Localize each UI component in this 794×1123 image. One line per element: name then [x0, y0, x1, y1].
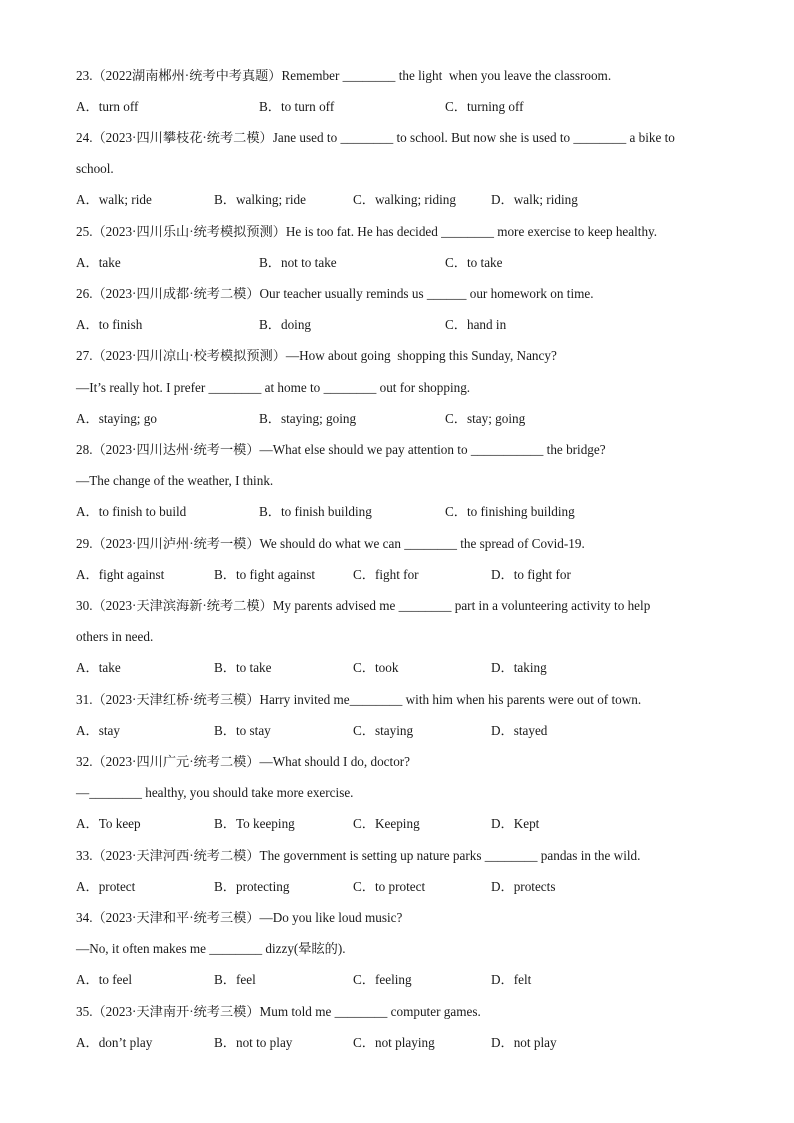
answer-option-c[interactable]: C．Keeping	[353, 816, 420, 831]
answer-option-b[interactable]: B．to fight against	[214, 567, 316, 582]
answer-option-c[interactable]: C．to protect	[353, 879, 426, 894]
question-stem-continued: others in need.	[76, 629, 154, 644]
answer-option-d[interactable]: D．Kept	[491, 816, 540, 831]
answer-option-c[interactable]: C．feeling	[353, 972, 412, 987]
answer-option-a[interactable]: A．To keep	[76, 816, 141, 831]
question-stem: 26.（2023·四川成都·统考二模）Our teacher usually reminds us ______ our homework on time.	[76, 286, 594, 301]
answer-option-b[interactable]: B．To keeping	[214, 816, 295, 831]
answer-option-a[interactable]: A．take	[76, 255, 121, 270]
answer-option-d[interactable]: D．felt	[491, 972, 532, 987]
question-stem-continued: —It’s really hot. I prefer ________ at home to ________ out for shopping.	[76, 380, 471, 395]
answer-option-d[interactable]: D．walk; riding	[491, 192, 578, 207]
answer-option-b[interactable]: B．protecting	[214, 879, 290, 894]
question-stem: 34.（2023·天津和平·统考三模）—Do you like loud music?	[76, 910, 403, 925]
answer-option-c[interactable]: C．stay; going	[445, 411, 526, 426]
answer-option-c[interactable]: C．staying	[353, 723, 414, 738]
answer-option-c[interactable]: C．took	[353, 660, 399, 675]
answer-option-d[interactable]: D．protects	[491, 879, 556, 894]
answer-option-b[interactable]: B．to finish building	[259, 504, 372, 519]
answer-option-b[interactable]: B．walking; ride	[214, 192, 306, 207]
question-stem: 23.（2022湖南郴州·统考中考真题）Remember ________ the light when you leave the classroom.	[76, 68, 612, 83]
answer-option-a[interactable]: A．take	[76, 660, 121, 675]
answer-option-b[interactable]: B．not to play	[214, 1035, 293, 1050]
answer-option-b[interactable]: B．to stay	[214, 723, 271, 738]
answer-option-a[interactable]: A．stay	[76, 723, 120, 738]
answer-option-d[interactable]: D．not play	[491, 1035, 557, 1050]
answer-option-c[interactable]: C．hand in	[445, 317, 507, 332]
answer-option-c[interactable]: C．walking; riding	[353, 192, 456, 207]
answer-option-b[interactable]: B．to turn off	[259, 99, 335, 114]
answer-option-b[interactable]: B．feel	[214, 972, 256, 987]
question-stem: 31.（2023·天津红桥·统考三模）Harry invited me________ with him when his parents were out of town.	[76, 692, 642, 707]
question-stem-continued: school.	[76, 161, 114, 176]
question-stem: 25.（2023·四川乐山·统考模拟预测）He is too fat. He has decided ________ more exercise to keep healthy.	[76, 224, 658, 239]
answer-option-a[interactable]: A．to finish	[76, 317, 143, 332]
answer-option-a[interactable]: A．protect	[76, 879, 136, 894]
question-stem-continued: —________ healthy, you should take more exercise.	[76, 785, 354, 800]
answer-option-b[interactable]: B．doing	[259, 317, 312, 332]
answer-option-d[interactable]: D．taking	[491, 660, 547, 675]
answer-option-a[interactable]: A．staying; go	[76, 411, 157, 426]
question-stem: 30.（2023·天津滨海新·统考二模）My parents advised me ________ part in a volunteering activity to help	[76, 598, 651, 613]
question-stem: 28.（2023·四川达州·统考一模）—What else should we pay attention to ___________ the bridge?	[76, 442, 606, 457]
question-stem: 32.（2023·四川广元·统考二模）—What should I do, doctor?	[76, 754, 411, 769]
answer-option-c[interactable]: C．to take	[445, 255, 503, 270]
question-stem-continued: —The change of the weather, I think.	[76, 473, 274, 488]
answer-option-a[interactable]: A．walk; ride	[76, 192, 152, 207]
answer-option-b[interactable]: B．not to take	[259, 255, 337, 270]
answer-option-c[interactable]: C．turning off	[445, 99, 524, 114]
answer-option-d[interactable]: D．to fight for	[491, 567, 571, 582]
question-stem: 29.（2023·四川泸州·统考一模）We should do what we can ________ the spread of Covid-19.	[76, 536, 585, 551]
question-stem: 33.（2023·天津河西·统考二模）The government is setting up nature parks ________ pandas in the wild.	[76, 848, 641, 863]
answer-option-c[interactable]: C．fight for	[353, 567, 419, 582]
answer-option-a[interactable]: A．don’t play	[76, 1035, 153, 1050]
answer-option-d[interactable]: D．stayed	[491, 723, 548, 738]
answer-option-c[interactable]: C．not playing	[353, 1035, 435, 1050]
question-stem-continued: —No, it often makes me ________ dizzy(晕眩的).	[76, 941, 346, 956]
answer-option-b[interactable]: B．staying; going	[259, 411, 357, 426]
question-stem: 27.（2023·四川凉山·校考模拟预测）—How about going shopping this Sunday, Nancy?	[76, 348, 557, 363]
answer-option-a[interactable]: A．fight against	[76, 567, 165, 582]
question-stem: 35.（2023·天津南开·统考三模）Mum told me ________ computer games.	[76, 1004, 481, 1019]
answer-option-a[interactable]: A．turn off	[76, 99, 139, 114]
answer-option-a[interactable]: A．to finish to build	[76, 504, 187, 519]
question-stem: 24.（2023·四川攀枝花·统考二模）Jane used to ________ to school. But now she is used to ________ a bike to	[76, 130, 675, 145]
answer-option-c[interactable]: C．to finishing building	[445, 504, 575, 519]
answer-option-b[interactable]: B．to take	[214, 660, 272, 675]
answer-option-a[interactable]: A．to feel	[76, 972, 133, 987]
